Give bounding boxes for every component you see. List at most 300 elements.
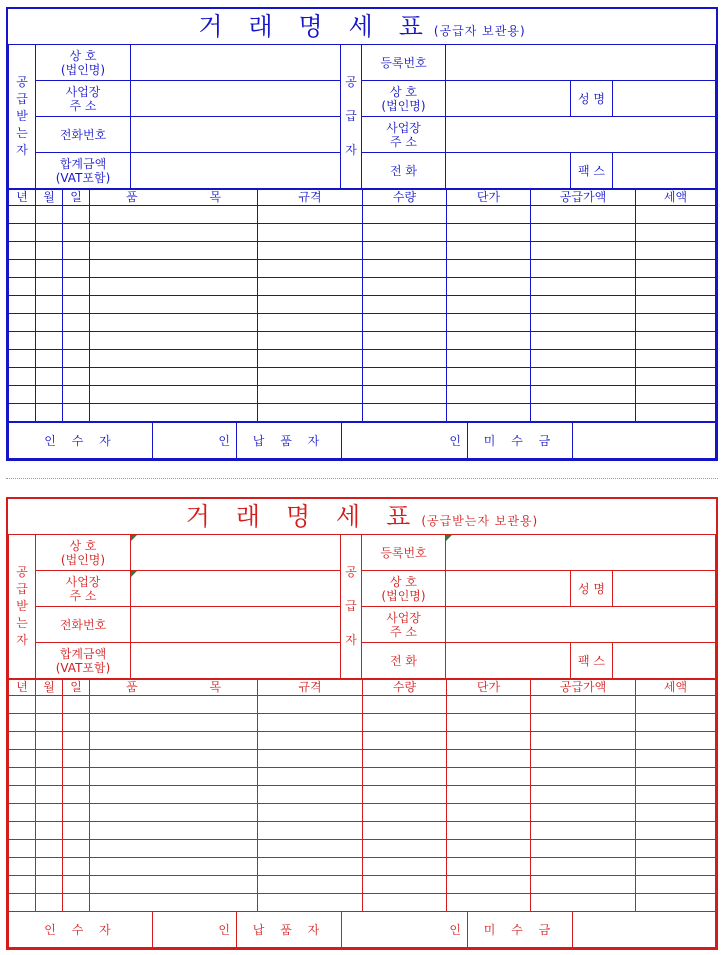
company-name-label: 상 호 (법인명)	[362, 571, 446, 607]
item-cell[interactable]	[258, 260, 363, 278]
item-cell[interactable]	[636, 894, 716, 912]
item-cell[interactable]	[447, 804, 531, 822]
item-cell[interactable]	[36, 224, 63, 242]
item-cell[interactable]	[363, 242, 447, 260]
item-cell[interactable]	[531, 894, 636, 912]
item-cell[interactable]	[258, 696, 363, 714]
item-cell[interactable]	[63, 278, 90, 296]
item-cell[interactable]	[636, 314, 716, 332]
item-cell[interactable]	[9, 404, 36, 422]
item-cell[interactable]	[531, 314, 636, 332]
item-cell[interactable]	[174, 206, 258, 224]
item-cell[interactable]	[258, 858, 363, 876]
receiver-address-field[interactable]	[131, 571, 341, 607]
item-cell[interactable]	[363, 732, 447, 750]
item-cell[interactable]	[258, 386, 363, 404]
item-cell[interactable]	[258, 368, 363, 386]
item-cell[interactable]	[63, 894, 90, 912]
item-cell[interactable]	[258, 296, 363, 314]
supplier-phone-field[interactable]	[446, 153, 571, 189]
table-row	[9, 278, 716, 296]
item-cell[interactable]	[90, 768, 174, 786]
item-cell[interactable]	[174, 876, 258, 894]
item-cell[interactable]	[9, 332, 36, 350]
col-month: 월	[36, 190, 63, 206]
receiver-company-field[interactable]	[131, 535, 341, 571]
item-cell[interactable]	[36, 296, 63, 314]
item-cell[interactable]	[447, 314, 531, 332]
signature-row	[8, 911, 716, 948]
item-cell[interactable]	[258, 350, 363, 368]
item-cell[interactable]	[636, 804, 716, 822]
item-cell[interactable]	[9, 822, 36, 840]
item-cell[interactable]	[531, 368, 636, 386]
unpaid-field[interactable]	[573, 423, 716, 459]
deliverer-seal-field[interactable]: 인	[342, 912, 468, 948]
item-cell[interactable]	[531, 876, 636, 894]
item-cell[interactable]	[258, 768, 363, 786]
item-cell[interactable]	[636, 404, 716, 422]
line-items-table	[8, 189, 716, 422]
item-cell[interactable]	[174, 840, 258, 858]
item-cell[interactable]	[447, 696, 531, 714]
item-cell[interactable]	[363, 840, 447, 858]
company-name-label: 상 호 (법인명)	[362, 81, 446, 117]
item-cell[interactable]	[363, 822, 447, 840]
item-cell[interactable]	[174, 858, 258, 876]
item-cell[interactable]	[636, 696, 716, 714]
item-cell[interactable]	[447, 296, 531, 314]
item-cell[interactable]	[531, 278, 636, 296]
item-cell[interactable]	[174, 368, 258, 386]
item-cell[interactable]	[636, 332, 716, 350]
item-cell[interactable]	[531, 404, 636, 422]
item-cell[interactable]	[36, 876, 63, 894]
supplier-company-field[interactable]	[446, 571, 571, 607]
item-cell[interactable]	[63, 350, 90, 368]
item-cell[interactable]	[636, 858, 716, 876]
item-cell[interactable]	[63, 260, 90, 278]
item-cell[interactable]	[90, 332, 174, 350]
item-cell[interactable]	[258, 714, 363, 732]
item-cell[interactable]	[174, 386, 258, 404]
item-cell[interactable]	[9, 840, 36, 858]
item-cell[interactable]	[36, 804, 63, 822]
item-cell[interactable]	[36, 206, 63, 224]
item-cell[interactable]	[531, 858, 636, 876]
item-cell[interactable]	[36, 278, 63, 296]
item-cell[interactable]	[9, 224, 36, 242]
receiver-phone-field[interactable]	[131, 607, 341, 643]
item-cell[interactable]	[9, 732, 36, 750]
item-cell[interactable]	[174, 260, 258, 278]
item-cell[interactable]	[63, 714, 90, 732]
col-unit-price: 단가	[447, 680, 531, 696]
item-cell[interactable]	[36, 768, 63, 786]
receiver-section-label: 공 급 받 는 자	[9, 45, 36, 189]
item-cell[interactable]	[63, 206, 90, 224]
supplier-fax-field[interactable]	[613, 643, 716, 679]
item-cell[interactable]	[174, 278, 258, 296]
item-cell[interactable]	[9, 894, 36, 912]
item-cell[interactable]	[36, 332, 63, 350]
table-row	[9, 314, 716, 332]
item-cell[interactable]	[90, 206, 174, 224]
item-cell[interactable]	[447, 858, 531, 876]
item-cell[interactable]	[363, 858, 447, 876]
col-day: 일	[63, 190, 90, 206]
item-cell[interactable]	[258, 822, 363, 840]
total-amount-label: 합계금액 (VAT포함)	[36, 153, 131, 189]
item-cell[interactable]	[90, 696, 174, 714]
supplier-reg-number-field[interactable]	[446, 45, 716, 81]
total-amount-field[interactable]	[131, 643, 341, 679]
item-cell[interactable]	[90, 786, 174, 804]
item-cell[interactable]	[90, 822, 174, 840]
table-row	[9, 368, 716, 386]
item-cell[interactable]	[9, 804, 36, 822]
item-cell[interactable]	[363, 350, 447, 368]
item-cell[interactable]	[174, 750, 258, 768]
item-cell[interactable]	[363, 278, 447, 296]
item-cell[interactable]	[90, 350, 174, 368]
item-cell[interactable]	[636, 732, 716, 750]
reg-number-label: 등록번호	[362, 535, 446, 571]
item-cell[interactable]	[63, 314, 90, 332]
item-cell[interactable]	[9, 260, 36, 278]
item-cell[interactable]	[258, 804, 363, 822]
item-cell[interactable]	[636, 768, 716, 786]
item-cell[interactable]	[447, 732, 531, 750]
item-cell[interactable]	[63, 696, 90, 714]
item-cell[interactable]	[363, 696, 447, 714]
invoice-supplier-copy	[6, 7, 718, 461]
item-cell[interactable]	[174, 404, 258, 422]
item-cell[interactable]	[90, 840, 174, 858]
item-cell[interactable]	[636, 350, 716, 368]
item-cell[interactable]	[447, 224, 531, 242]
item-cell[interactable]	[447, 768, 531, 786]
item-cell[interactable]	[63, 296, 90, 314]
item-cell[interactable]	[447, 386, 531, 404]
supplier-phone-field[interactable]	[446, 643, 571, 679]
item-cell[interactable]	[174, 768, 258, 786]
item-cell[interactable]	[363, 296, 447, 314]
col-day: 일	[63, 680, 90, 696]
item-cell[interactable]	[447, 894, 531, 912]
item-cell[interactable]	[90, 876, 174, 894]
address-label: 사업장 주 소	[36, 571, 131, 607]
deliverer-sign-label: 납 품 자	[237, 912, 342, 948]
item-cell[interactable]	[36, 368, 63, 386]
item-cell[interactable]	[9, 386, 36, 404]
item-cell[interactable]	[363, 894, 447, 912]
item-cell[interactable]	[636, 206, 716, 224]
item-cell[interactable]	[531, 206, 636, 224]
item-cell[interactable]	[363, 206, 447, 224]
item-cell[interactable]	[36, 786, 63, 804]
item-cell[interactable]	[363, 368, 447, 386]
item-cell[interactable]	[636, 278, 716, 296]
item-cell[interactable]	[531, 296, 636, 314]
item-cell[interactable]	[447, 822, 531, 840]
col-qty: 수량	[363, 680, 447, 696]
item-cell[interactable]	[636, 296, 716, 314]
item-cell[interactable]	[174, 822, 258, 840]
item-cell[interactable]	[363, 224, 447, 242]
item-cell[interactable]	[363, 332, 447, 350]
item-cell[interactable]	[36, 894, 63, 912]
col-item-b: 목	[174, 680, 258, 696]
item-cell[interactable]	[363, 386, 447, 404]
item-cell[interactable]	[90, 224, 174, 242]
table-row	[9, 840, 716, 858]
item-cell[interactable]	[63, 786, 90, 804]
item-cell[interactable]	[90, 278, 174, 296]
item-cell[interactable]	[531, 386, 636, 404]
item-cell[interactable]	[363, 768, 447, 786]
item-cell[interactable]	[531, 714, 636, 732]
item-cell[interactable]	[90, 386, 174, 404]
item-cell[interactable]	[258, 278, 363, 296]
item-cell[interactable]	[36, 314, 63, 332]
item-cell[interactable]	[531, 242, 636, 260]
item-cell[interactable]	[9, 296, 36, 314]
item-cell[interactable]	[636, 224, 716, 242]
item-cell[interactable]	[447, 840, 531, 858]
item-cell[interactable]	[9, 314, 36, 332]
item-cell[interactable]	[9, 714, 36, 732]
item-cell[interactable]	[258, 332, 363, 350]
item-cell[interactable]	[174, 696, 258, 714]
item-cell[interactable]	[447, 260, 531, 278]
item-cell[interactable]	[90, 242, 174, 260]
item-cell[interactable]	[174, 732, 258, 750]
item-cell[interactable]	[258, 242, 363, 260]
item-cell[interactable]	[636, 242, 716, 260]
item-cell[interactable]	[447, 368, 531, 386]
item-cell[interactable]	[447, 332, 531, 350]
supplier-address-field[interactable]	[446, 607, 716, 643]
item-cell[interactable]	[258, 876, 363, 894]
item-cell[interactable]	[174, 332, 258, 350]
item-cell[interactable]	[636, 260, 716, 278]
supplier-address-field[interactable]	[446, 117, 716, 153]
item-cell[interactable]	[90, 314, 174, 332]
item-cell[interactable]	[9, 786, 36, 804]
item-cell[interactable]	[174, 786, 258, 804]
item-cell[interactable]	[9, 858, 36, 876]
item-cell[interactable]	[9, 206, 36, 224]
item-cell[interactable]	[63, 404, 90, 422]
item-cell[interactable]	[174, 314, 258, 332]
item-cell[interactable]	[63, 804, 90, 822]
item-cell[interactable]	[90, 260, 174, 278]
item-cell[interactable]	[9, 876, 36, 894]
item-cell[interactable]	[531, 768, 636, 786]
item-cell[interactable]	[258, 732, 363, 750]
item-cell[interactable]	[174, 350, 258, 368]
item-cell[interactable]	[258, 750, 363, 768]
item-cell[interactable]	[258, 224, 363, 242]
item-cell[interactable]	[363, 876, 447, 894]
table-row	[9, 768, 716, 786]
item-cell[interactable]	[63, 840, 90, 858]
item-cell[interactable]	[531, 260, 636, 278]
items-header-row	[9, 680, 716, 696]
item-cell[interactable]	[90, 368, 174, 386]
receiver-address-field[interactable]	[131, 81, 341, 117]
item-cell[interactable]	[90, 404, 174, 422]
item-cell[interactable]	[63, 386, 90, 404]
receiver-seal-field[interactable]: 인	[153, 912, 237, 948]
item-cell[interactable]	[363, 750, 447, 768]
item-cell[interactable]	[36, 404, 63, 422]
receiver-seal-field[interactable]: 인	[153, 423, 237, 459]
item-cell[interactable]	[258, 840, 363, 858]
col-supply-value: 공급가액	[531, 190, 636, 206]
receiver-company-field[interactable]	[131, 45, 341, 81]
address-label: 사업장 주 소	[36, 81, 131, 117]
item-cell[interactable]	[447, 404, 531, 422]
item-cell[interactable]	[90, 714, 174, 732]
item-cell[interactable]	[636, 368, 716, 386]
item-cell[interactable]	[36, 260, 63, 278]
item-cell[interactable]	[9, 350, 36, 368]
item-cell[interactable]	[9, 368, 36, 386]
item-cell[interactable]	[174, 714, 258, 732]
item-cell[interactable]	[447, 278, 531, 296]
item-cell[interactable]	[90, 732, 174, 750]
item-cell[interactable]	[531, 224, 636, 242]
item-cell[interactable]	[636, 386, 716, 404]
item-cell[interactable]	[9, 768, 36, 786]
item-cell[interactable]	[531, 350, 636, 368]
item-cell[interactable]	[636, 714, 716, 732]
item-cell[interactable]	[363, 714, 447, 732]
item-cell[interactable]	[90, 858, 174, 876]
party-info-table	[8, 534, 716, 679]
table-row	[9, 876, 716, 894]
item-cell[interactable]	[174, 224, 258, 242]
item-cell[interactable]	[363, 804, 447, 822]
item-cell[interactable]	[174, 894, 258, 912]
item-cell[interactable]	[9, 750, 36, 768]
item-cell[interactable]	[636, 876, 716, 894]
item-cell[interactable]	[363, 786, 447, 804]
receiver-sign-label: 인 수 자	[9, 912, 153, 948]
item-cell[interactable]	[531, 750, 636, 768]
item-cell[interactable]	[63, 224, 90, 242]
item-cell[interactable]	[90, 750, 174, 768]
item-cell[interactable]	[363, 260, 447, 278]
item-cell[interactable]	[63, 368, 90, 386]
phone-label: 전 화	[362, 643, 446, 679]
item-cell[interactable]	[36, 750, 63, 768]
supplier-fax-field[interactable]	[613, 153, 716, 189]
item-cell[interactable]	[447, 786, 531, 804]
item-cell[interactable]	[174, 804, 258, 822]
item-cell[interactable]	[63, 750, 90, 768]
item-cell[interactable]	[63, 876, 90, 894]
item-cell[interactable]	[258, 314, 363, 332]
unpaid-field[interactable]	[573, 912, 716, 948]
deliverer-sign-label: 납 품 자	[237, 423, 342, 459]
item-cell[interactable]	[363, 404, 447, 422]
item-cell[interactable]	[531, 696, 636, 714]
item-cell[interactable]	[174, 242, 258, 260]
item-cell[interactable]	[9, 278, 36, 296]
item-cell[interactable]	[447, 350, 531, 368]
deliverer-seal-field[interactable]: 인	[342, 423, 468, 459]
item-cell[interactable]	[636, 786, 716, 804]
supplier-name-field[interactable]	[613, 571, 716, 607]
item-cell[interactable]	[36, 242, 63, 260]
item-cell[interactable]	[36, 732, 63, 750]
item-cell[interactable]	[531, 332, 636, 350]
supplier-reg-number-field[interactable]	[446, 535, 716, 571]
item-cell[interactable]	[447, 750, 531, 768]
item-cell[interactable]	[36, 350, 63, 368]
item-cell[interactable]	[174, 296, 258, 314]
item-cell[interactable]	[258, 404, 363, 422]
item-cell[interactable]	[36, 840, 63, 858]
item-cell[interactable]	[36, 386, 63, 404]
item-cell[interactable]	[36, 858, 63, 876]
item-cell[interactable]	[9, 696, 36, 714]
item-cell[interactable]	[63, 822, 90, 840]
item-cell[interactable]	[90, 296, 174, 314]
supplier-company-field[interactable]	[446, 81, 571, 117]
receiver-section-label: 공 급 받 는 자	[9, 535, 36, 679]
item-cell[interactable]	[90, 894, 174, 912]
item-cell[interactable]	[258, 206, 363, 224]
item-cell[interactable]	[36, 714, 63, 732]
item-cell[interactable]	[447, 714, 531, 732]
item-cell[interactable]	[63, 858, 90, 876]
total-amount-field[interactable]	[131, 153, 341, 189]
item-cell[interactable]	[636, 840, 716, 858]
item-cell[interactable]	[636, 822, 716, 840]
item-cell[interactable]	[363, 314, 447, 332]
item-cell[interactable]	[90, 804, 174, 822]
item-cell[interactable]	[9, 242, 36, 260]
item-cell[interactable]	[447, 206, 531, 224]
item-cell[interactable]	[531, 840, 636, 858]
item-cell[interactable]	[531, 804, 636, 822]
item-cell[interactable]	[636, 750, 716, 768]
item-cell[interactable]	[258, 786, 363, 804]
item-cell[interactable]	[258, 894, 363, 912]
item-cell[interactable]	[531, 732, 636, 750]
item-cell[interactable]	[531, 786, 636, 804]
name-label: 성 명	[571, 571, 613, 607]
table-row	[9, 404, 716, 422]
item-cell[interactable]	[36, 696, 63, 714]
item-cell[interactable]	[63, 732, 90, 750]
company-name-label: 상 호 (법인명)	[36, 45, 131, 81]
item-cell[interactable]	[63, 768, 90, 786]
item-cell[interactable]	[63, 332, 90, 350]
supplier-name-field[interactable]	[613, 81, 716, 117]
company-name-label: 상 호 (법인명)	[36, 535, 131, 571]
item-cell[interactable]	[447, 242, 531, 260]
item-cell[interactable]	[531, 822, 636, 840]
item-cell[interactable]	[36, 822, 63, 840]
receiver-phone-field[interactable]	[131, 117, 341, 153]
item-cell[interactable]	[447, 876, 531, 894]
item-cell[interactable]	[63, 242, 90, 260]
